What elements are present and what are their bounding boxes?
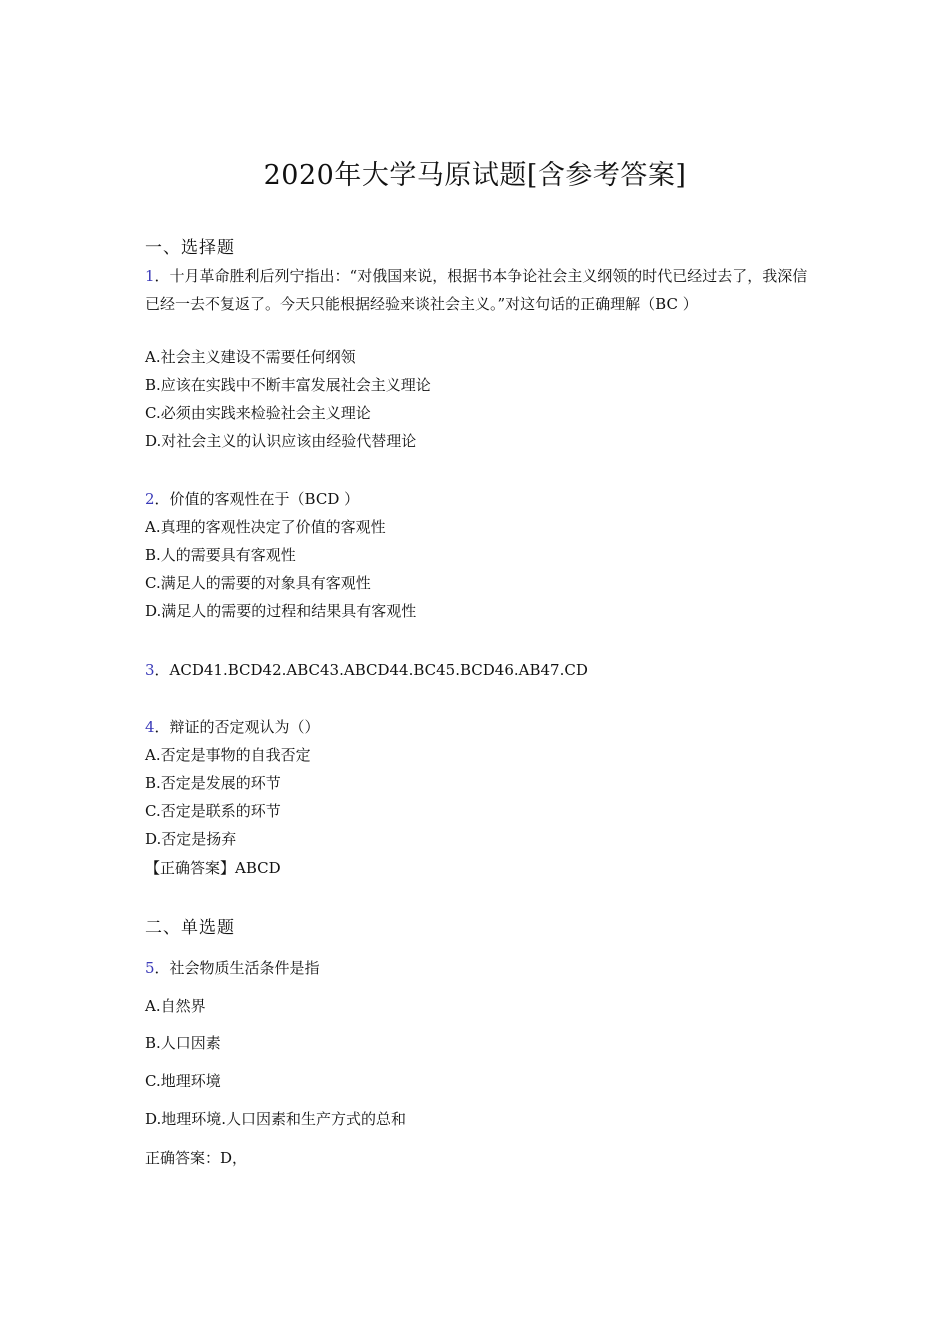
- option-d: D.对社会主义的认识应该由经验代替理论: [145, 432, 417, 450]
- question-text: ．ACD41.BCD42.ABC43.ABCD44.BC45.BCD46.AB47.CD: [154, 661, 588, 679]
- question-1: [145, 262, 810, 318]
- option-d: D.地理环境.人口因素和生产方式的总和: [145, 1110, 407, 1128]
- option-b: B.人的需要具有客观性: [145, 546, 296, 564]
- option-c: C.否定是联系的环节: [145, 802, 281, 820]
- question-4: [145, 716, 320, 737]
- question-2: [145, 488, 359, 509]
- option-c: C.满足人的需要的对象具有客观性: [145, 574, 371, 592]
- option-b: B.否定是发展的环节: [145, 774, 281, 792]
- option-c: C.地理环境: [145, 1072, 221, 1090]
- question-number: 1: [145, 267, 155, 285]
- question-text: ．价值的客观性在于（BCD ）: [154, 490, 360, 508]
- option-b: B.应该在实践中不断丰富发展社会主义理论: [145, 376, 431, 394]
- document-title: 2020年大学马原试题[含参考答案]: [263, 160, 687, 191]
- option-d: D.否定是扬弃: [145, 830, 237, 848]
- question-number: 5: [145, 959, 155, 977]
- option-a: A.真理的客观性决定了价值的客观性: [145, 518, 386, 536]
- option-b: B.人口因素: [145, 1034, 221, 1052]
- option-a: A.自然界: [145, 997, 206, 1015]
- answer-line: 正确答案：D，: [145, 1149, 248, 1167]
- option-a: A.社会主义建设不需要任何纲领: [145, 348, 356, 366]
- question-text: ．十月革命胜利后列宁指出：“对俄国来说，根据书本争论社会主义纲领的时代已经过去了，我深信已经一去不复返了。今天只能根据经验来谈社会主义。”对这句话的正确理解（BC ）: [145, 267, 808, 313]
- question-number: 4: [145, 718, 155, 736]
- question-number: 2: [145, 490, 155, 508]
- option-a: A.否定是事物的自我否定: [145, 746, 311, 764]
- question-text: ．辩证的否定观认为（）: [154, 718, 320, 736]
- question-5: [145, 957, 320, 978]
- option-d: D.满足人的需要的过程和结果具有客观性: [145, 602, 417, 620]
- question-number: 3: [145, 661, 155, 679]
- question-text: ．社会物质生活条件是指: [154, 959, 320, 977]
- answer-line: 【正确答案】ABCD: [145, 859, 281, 877]
- option-c: C.必须由实践来检验社会主义理论: [145, 404, 371, 422]
- section-heading-multiple-choice: 一、选择题: [145, 238, 235, 258]
- section-heading-single-choice: 二、单选题: [145, 918, 235, 938]
- question-3: [145, 659, 588, 680]
